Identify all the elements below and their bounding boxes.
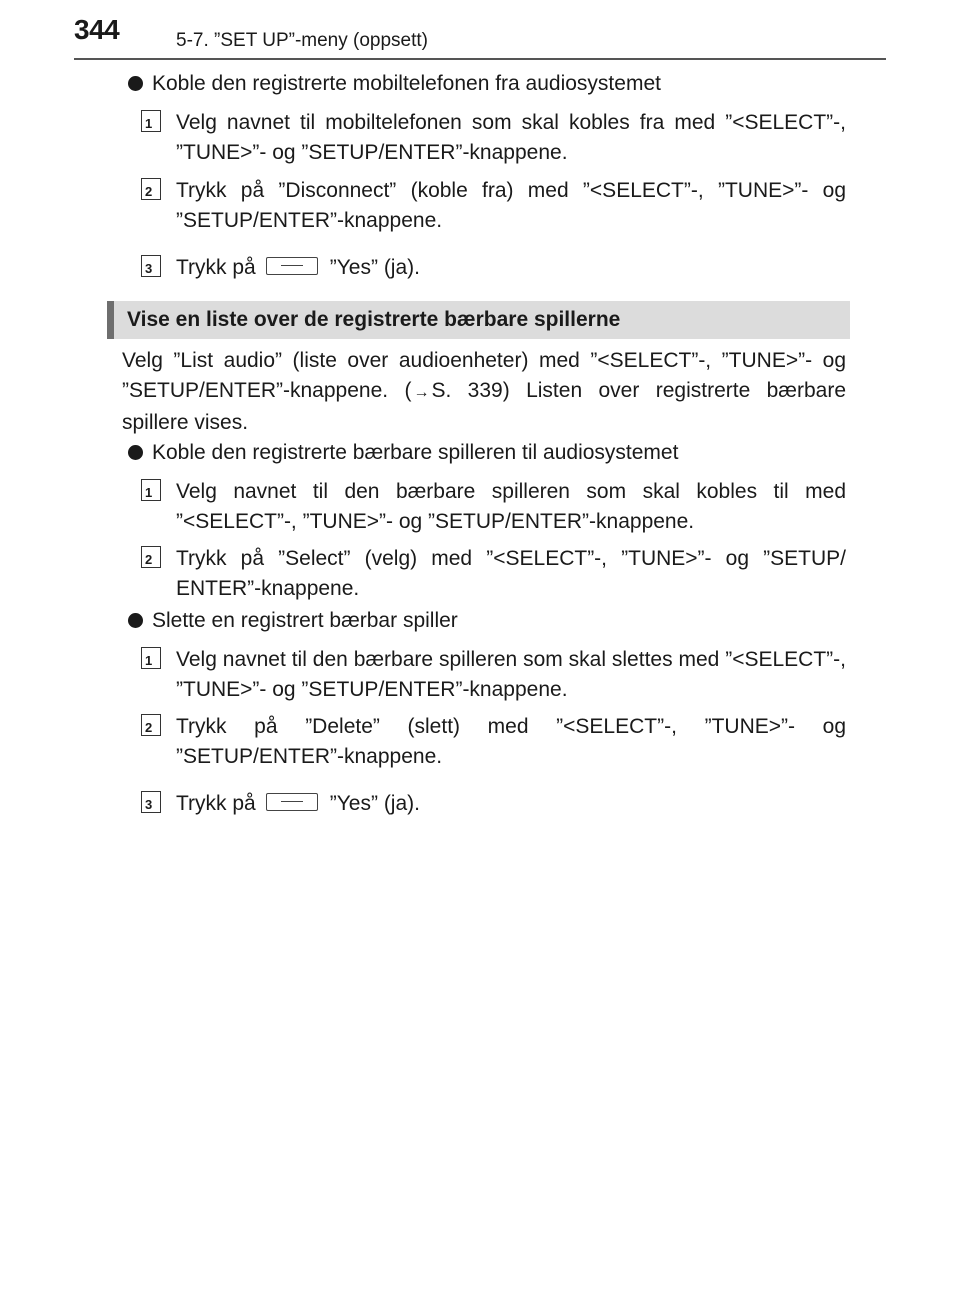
intro-text-before: Velg ”List audio” (liste over audioenheter) med ”<SELECT”-, ”TUNE>”- og ”SETUP/ENTER”-knappene. ( bbox=[122, 349, 846, 402]
step-number: 2 bbox=[141, 714, 161, 736]
step-text-after: ”Yes” (ja). bbox=[329, 792, 420, 815]
step-number: 1 bbox=[141, 110, 161, 132]
confirm-button-icon bbox=[266, 793, 318, 811]
step-text: Velg navnet til den bærbare spilleren som skal slettes med ”<SELECT”-, ”TUNE>”- og ”SETUP/ENTER”-knappene. bbox=[176, 648, 846, 701]
bullet-text: Koble den registrerte bærbare spilleren til audiosystemet bbox=[152, 441, 679, 464]
bullet-text: Slette en registrert bærbar spiller bbox=[152, 609, 458, 632]
step-number: 2 bbox=[141, 546, 161, 568]
section-title: 5-7. ”SET UP”-meny (oppsett) bbox=[176, 30, 429, 51]
heading-text: Vise en liste over de registrerte bærbare spillerne bbox=[127, 308, 621, 331]
bullet-connect-player bbox=[128, 438, 678, 468]
intro-text-after: S. 339) Listen over registrerte bærbare spillere vises. bbox=[122, 379, 847, 434]
step-number: 3 bbox=[141, 255, 161, 277]
step-text-before: Trykk på bbox=[176, 256, 256, 279]
heading-accent-bar bbox=[107, 301, 114, 339]
page-number: 344 bbox=[74, 14, 120, 45]
bullet-icon bbox=[128, 445, 143, 460]
step-text: Velg navnet til mobiltelefonen som skal kobles fra med ”<SELECT”-, ”TUNE>”- og ”SETUP/ENTER”-knappene. bbox=[176, 111, 846, 164]
bullet-text: Koble den registrerte mobiltelefonen fra audiosystemet bbox=[152, 72, 661, 95]
step-text-before: Trykk på bbox=[176, 792, 256, 815]
step-text: Trykk på ”Disconnect” (koble fra) med ”<SELECT”-, ”TUNE>”- og ”SETUP/ENTER”-knappene. bbox=[176, 179, 846, 232]
step-number: 1 bbox=[141, 647, 161, 669]
header-divider bbox=[74, 58, 886, 60]
confirm-button-icon bbox=[266, 257, 318, 275]
step-text bbox=[176, 789, 846, 819]
bullet-icon bbox=[128, 76, 143, 91]
step-text: Trykk på ”Select” (velg) med ”<SELECT”-, ”TUNE>”- og ”SETUP/ ENTER”-knappene. bbox=[176, 547, 846, 600]
step-text: Velg navnet til den bærbare spilleren som skal kobles til med ”<SELECT”-, ”TUNE>”- og ”SETUP/ENTER”-knappene. bbox=[176, 480, 846, 533]
step-number: 3 bbox=[141, 791, 161, 813]
subsection-heading bbox=[107, 301, 850, 339]
bullet-icon bbox=[128, 613, 143, 628]
page-reference-arrow-icon: → bbox=[413, 384, 430, 401]
step-text: Trykk på ”Delete” (slett) med ”<SELECT”-, ”TUNE>”- og ”SETUP/ENTER”-knappene. bbox=[176, 715, 846, 768]
bullet-delete-player bbox=[128, 606, 458, 636]
step-text-after: ”Yes” (ja). bbox=[329, 256, 420, 279]
step-number: 1 bbox=[141, 479, 161, 501]
intro-paragraph bbox=[122, 346, 846, 438]
step-text bbox=[176, 253, 846, 283]
step-number: 2 bbox=[141, 178, 161, 200]
bullet-disconnect-phone bbox=[128, 69, 661, 99]
